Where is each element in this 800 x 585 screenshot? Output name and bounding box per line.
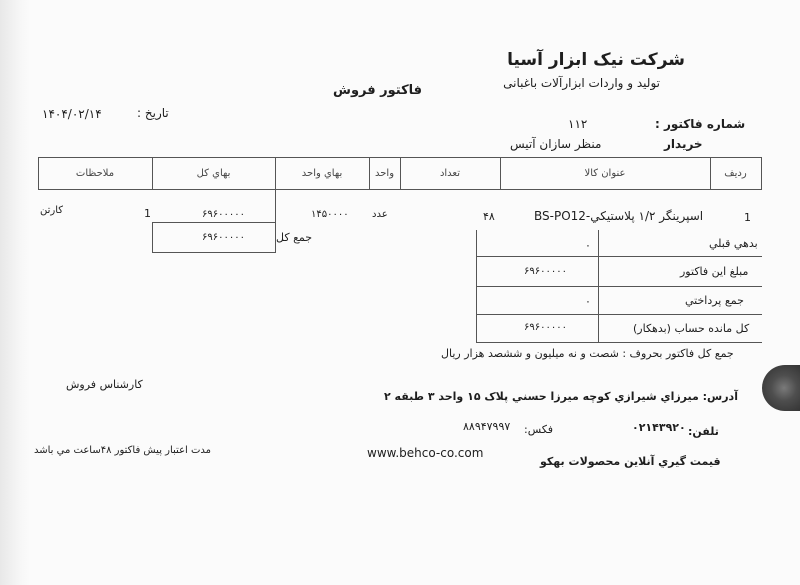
summary-value-balance: ۶۹۶۰۰۰۰۰ (524, 322, 567, 333)
row-number: 1 (744, 211, 751, 224)
fax-value: ۸۸۹۴۷۹۹۷ (463, 420, 511, 433)
buyer-label: خریدار (664, 137, 703, 151)
company-activity: تولید و واردات ابزارآلات باغبانی (503, 76, 660, 90)
online-pricing-text: قیمت گیري آنلاین محصولات بهكو (540, 455, 721, 468)
scan-shadow (0, 0, 30, 585)
col-header-notes: ملاحظات (75, 168, 115, 179)
amount-in-words: جمع كل فاكتور بحروف : شصت و نه میلیون و ششصد هزار ریال (441, 347, 734, 360)
summary-value-previous-debt: ۰ (585, 239, 591, 252)
col-header-total: بهاي كل (196, 168, 231, 179)
summary-value-invoice-amount: ۶۹۶۰۰۰۰۰ (524, 266, 567, 277)
col-header-qty: تعداد (439, 168, 461, 179)
summary-line (476, 230, 477, 343)
summary-label-invoice-amount: مبلغ این فاكتور (680, 265, 749, 278)
document-title: فاکتور فروش (333, 83, 423, 98)
sum-value: ۶۹۶۰۰۰۰۰ (202, 232, 245, 243)
summary-line (476, 342, 762, 343)
row-qty: ۴۸ (483, 210, 495, 223)
phone-value: ۰۲۱۴۳۹۲۰ (632, 421, 686, 434)
date-value: ۱۴۰۴/۰۲/۱۴ (42, 107, 102, 121)
invoice-number-value: ۱۱۲ (568, 117, 588, 131)
summary-label-previous-debt: بدهي قبلي (709, 237, 758, 250)
row-notes-count: 1 (144, 207, 151, 220)
summary-line (598, 230, 599, 343)
table-total-line (152, 222, 276, 223)
sum-label: جمع کل (276, 231, 313, 244)
row-item-title: اسپرینگر ۱/۲ پلاستیکي-BS-PO12 (534, 209, 704, 223)
col-header-item: عنوان کالا (584, 168, 626, 179)
row-unit-price: ۱۴۵۰۰۰۰ (311, 209, 349, 220)
table-col-line (761, 157, 762, 190)
sales-expert-label: كارشناس فروش (66, 378, 143, 391)
buyer-value: منظر سازان آتیس (510, 137, 602, 151)
row-notes-unit: كارتن (40, 205, 64, 216)
table-total-line (152, 222, 153, 253)
col-header-unit-price: بهاي واحد (301, 168, 343, 179)
invoice-number-label: شماره فاکتور : (655, 117, 746, 131)
summary-line (476, 314, 762, 315)
summary-label-balance: كل مانده حساب (بدهكار) (633, 322, 750, 335)
address: آدرس: میرزاي شیرازي كوچه میرزا حسني پلاک ۱۵ واحد ۳ طبقه ۲ (384, 390, 738, 403)
website-link[interactable]: www.behco-co.com (367, 446, 484, 460)
table-total-line (152, 252, 276, 253)
col-header-row: ردیف (724, 168, 747, 179)
summary-line (476, 256, 762, 257)
punch-hole (762, 365, 800, 411)
validity-note: مدت اعتبار پیش فاكتور ۴۸ساعت مي باشد (34, 445, 212, 456)
phone-label: تلفن: (688, 425, 719, 438)
row-unit: عدد (372, 209, 388, 220)
summary-value-paid: ۰ (585, 295, 591, 308)
summary-line (476, 286, 762, 287)
summary-label-paid: جمع پرداختي (685, 294, 744, 307)
company-name: شرکت نیک ابزار آسیا (507, 50, 685, 70)
fax-label: فكس: (524, 423, 554, 436)
row-total: ۶۹۶۰۰۰۰۰ (202, 209, 245, 220)
col-header-unit: واحد (374, 168, 395, 179)
date-label: تاریخ : (137, 106, 169, 120)
